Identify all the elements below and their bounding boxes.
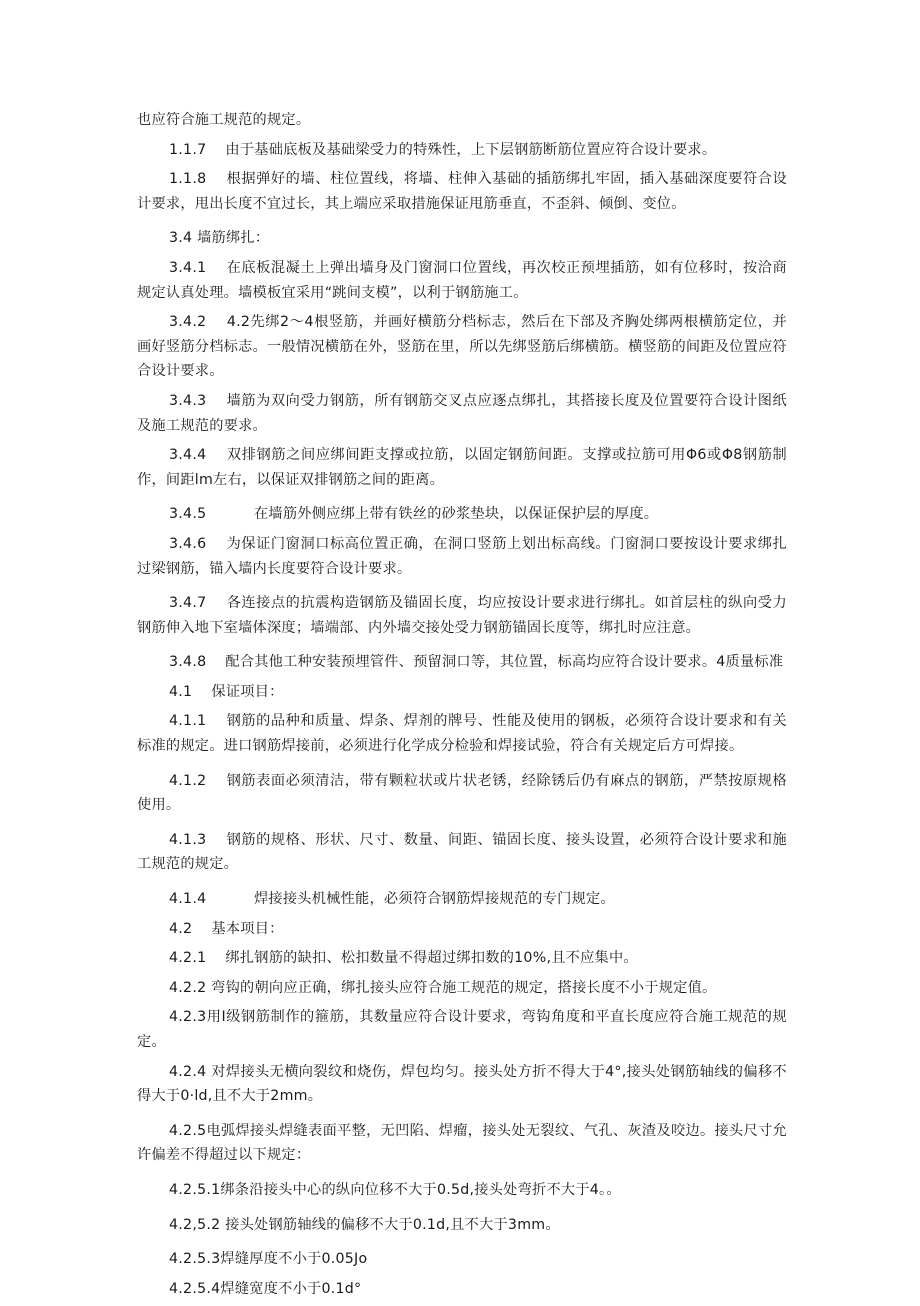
paragraph-p4 bbox=[137, 256, 787, 305]
paragraph-p5 bbox=[137, 310, 787, 384]
paragraph-text: 各连接点的抗震构造钢筋及锚固长度，均应按设计要求进行绑扎。如首层柱的纵向受力钢筋伸入地下室墙体深度；墙端部、内外墙交接处受力钢筋锚固长度等，绑扎时应注意。 bbox=[137, 595, 787, 636]
paragraph-text: 焊缝厚度不小于0.05Jo bbox=[220, 1251, 368, 1268]
paragraph-p19 bbox=[137, 976, 787, 1001]
section-number: 4.2.2 bbox=[169, 979, 207, 996]
number-gap bbox=[206, 393, 226, 409]
paragraph-text: 接头处钢筋轴线的偏移不大于0.1d,且不大于3mm。 bbox=[225, 1216, 560, 1233]
section-number: 4.2.3 bbox=[169, 1009, 207, 1026]
paragraph-text: 墙筋绑扎： bbox=[197, 230, 270, 247]
paragraph-text: 根据弹好的墙、柱位置线，将墙、柱伸入基础的插筋绑扎牢固，插入基础深度要符合设计要求，甩出长度不宜过长，其上端应采取措施保证甩筋垂直，不歪斜、倾倒、变位。 bbox=[137, 171, 787, 212]
section-number: 4.1 bbox=[169, 683, 193, 700]
section-number: 3.4.4 bbox=[169, 447, 207, 464]
section-number: 3.4.8 bbox=[169, 654, 207, 671]
number-gap bbox=[206, 260, 226, 276]
paragraph-p21 bbox=[137, 1060, 787, 1109]
section-number: 3.4.5 bbox=[169, 506, 207, 523]
number-gap bbox=[206, 595, 226, 611]
paragraph-p2 bbox=[137, 167, 787, 216]
paragraph-text: 用I级钢筋制作的箍筋，其数量应符合设计要求，弯钩角度和平直长度应符合施工规范的规定。 bbox=[137, 1009, 787, 1050]
paragraph-p10 bbox=[137, 591, 787, 640]
paragraph-text: 4.2先绑2～4根竖筋，并画好横筋分档标志，然后在下部及齐胸处绑两根横筋定位，并画好竖筋分档标志。一般情况横筋在外，竖筋在里，所以先绑竖筋后绑横筋。横竖筋的间距及位置应符合设计要求。 bbox=[137, 314, 787, 380]
paragraph-p17 bbox=[137, 917, 787, 942]
paragraph-text: 墙筋为双向受力钢筋，所有钢筋交叉点应逐点绑扎，其搭接长度及位置要符合设计图纸及施工规范的要求。 bbox=[137, 392, 787, 434]
section-number: 4.1.4 bbox=[169, 891, 207, 908]
section-number: 3.4.7 bbox=[169, 595, 207, 612]
paragraph-p1 bbox=[137, 138, 787, 163]
number-gap bbox=[206, 713, 226, 729]
number-gap bbox=[206, 142, 225, 158]
paragraph-text: 焊接接头机械性能，必须符合钢筋焊接规范的专门规定。 bbox=[253, 891, 615, 908]
section-number: 4.1.1 bbox=[169, 713, 207, 730]
paragraph-p13 bbox=[137, 709, 787, 758]
number-gap bbox=[206, 773, 226, 789]
paragraph-text: 钢筋的规格、形状、尺寸、数量、间距、锚固长度、接头设置，必须符合设计要求和施工规范的规定。 bbox=[137, 831, 787, 873]
paragraph-text: 对焊接头无横向裂纹和烧伤，焊包均匀。接头处方折不得大于4°,接头处钢筋轴线的偏移不得大于0·ld,且不大于2mm。 bbox=[137, 1063, 787, 1105]
paragraph-p3 bbox=[137, 226, 787, 251]
paragraph-p18 bbox=[137, 946, 787, 971]
paragraph-text: 双排钢筋之间应绑间距支撑或拉筋，以固定钢筋间距。支撑或拉筋可用Φ6或Φ8钢筋制作，间距lm左右，以保证双排钢筋之间的距离。 bbox=[137, 447, 787, 488]
section-number: 4.2.1 bbox=[169, 950, 207, 967]
paragraph-p25 bbox=[137, 1247, 787, 1272]
number-gap bbox=[206, 171, 226, 187]
section-number: 3.4.3 bbox=[169, 392, 207, 409]
number-gap bbox=[206, 447, 227, 463]
paragraph-p20 bbox=[137, 1005, 787, 1054]
section-number: 1.1.8 bbox=[169, 171, 207, 188]
section-number: 4.1.3 bbox=[169, 831, 207, 848]
paragraph-text: 钢筋的品种和质量、焊条、焊剂的牌号、性能及使用的钢板，必须符合设计要求和有关标准的规定。进口钢筋焊接前，必须进行化学成分检验和焊接试验，符合有关规定后方可焊接。 bbox=[137, 713, 787, 755]
number-gap bbox=[206, 950, 225, 966]
paragraph-text: 保证项目： bbox=[211, 683, 284, 700]
paragraph-text: 焊缝宽度不小于0.1d° bbox=[220, 1280, 362, 1297]
section-number: 4.2.5.3 bbox=[169, 1251, 221, 1268]
paragraph-text: 电弧焊接头焊缝表面平整，无凹陷、焊瘤，接头处无裂纹、气孔、灰渣及咬边。接头尺寸允许偏差不得超过以下规定： bbox=[137, 1122, 787, 1164]
paragraph-p12 bbox=[137, 680, 787, 705]
section-number: 3.4.6 bbox=[169, 535, 207, 552]
paragraph-p0 bbox=[137, 108, 787, 133]
paragraph-text: 在墙筋外侧应绑上带有铁丝的砂浆垫块，以保证保护层的厚度。 bbox=[253, 506, 659, 523]
section-number: 4.2.5.1 bbox=[169, 1181, 221, 1198]
paragraph-p24 bbox=[137, 1213, 787, 1238]
number-gap bbox=[206, 314, 226, 330]
paragraph-p26 bbox=[137, 1277, 787, 1302]
paragraph-p9 bbox=[137, 532, 787, 581]
paragraph-text: 绑条沿接头中心的纵向位移不大于0.5d,接头处弯折不大于4。。 bbox=[220, 1181, 621, 1198]
paragraph-p22 bbox=[137, 1119, 787, 1168]
paragraph-text: 钢筋表面必须清洁，带有颗粒状或片状老锈，经除锈后仍有麻点的钢筋，严禁按原规格使用。 bbox=[137, 772, 787, 814]
number-gap bbox=[206, 832, 226, 848]
paragraph-text: 弯钩的朝向应正确，绑扎接头应符合施工规范的规定，搭接长度不小于规定值。 bbox=[211, 979, 717, 996]
section-number: 4.2 bbox=[169, 920, 193, 937]
number-gap bbox=[192, 684, 211, 700]
paragraph-p14 bbox=[137, 769, 787, 818]
number-gap bbox=[206, 891, 254, 907]
paragraph-p11 bbox=[137, 650, 787, 675]
paragraph-text: 为保证门窗洞口标高位置正确，在洞口竖筋上划出标高线。门窗洞口要按设计要求绑扎过梁钢筋，锚入墙内长度要符合设计要求。 bbox=[137, 535, 787, 577]
paragraph-p8 bbox=[137, 502, 787, 527]
paragraph-text: 也应符合施工规范的规定。 bbox=[137, 112, 311, 128]
section-number: 4.2,5.2 bbox=[169, 1216, 221, 1233]
section-number: 4.2.5 bbox=[169, 1122, 207, 1139]
paragraph-text: 配合其他工种安装预埋管件、预留洞口等，其位置，标高均应符合设计要求。4质量标准 bbox=[225, 654, 784, 671]
paragraph-text: 基本项目： bbox=[211, 920, 284, 937]
paragraph-p23 bbox=[137, 1178, 787, 1203]
paragraph-p6 bbox=[137, 389, 787, 438]
paragraph-text: 在底板混凝土上弹出墙身及门窗洞口位置线，再次校正预埋插筋，如有位移时，按洽商规定认真处理。墙模板宜采用“跳间支模”，以利于钢筋施工。 bbox=[137, 259, 787, 301]
section-number: 3.4.2 bbox=[169, 314, 207, 331]
paragraph-p15 bbox=[137, 828, 787, 877]
section-number: 3.4.1 bbox=[169, 259, 207, 276]
section-number: 3.4 bbox=[169, 230, 193, 247]
section-number: 4.2.4 bbox=[169, 1063, 207, 1080]
section-number: 1.1.7 bbox=[169, 141, 207, 158]
document-body bbox=[137, 108, 787, 1306]
paragraph-p16 bbox=[137, 887, 787, 912]
paragraph-p7 bbox=[137, 443, 787, 492]
number-gap bbox=[206, 654, 225, 670]
paragraph-text: 由于基础底板及基础梁受力的特殊性，上下层钢筋断筋位置应符合设计要求。 bbox=[225, 141, 717, 158]
number-gap bbox=[206, 506, 254, 522]
paragraph-text: 绑扎钢筋的缺扣、松扣数量不得超过绑扣数的10%,且不应集中。 bbox=[225, 950, 638, 967]
section-number: 4.1.2 bbox=[169, 772, 207, 789]
number-gap bbox=[206, 536, 226, 552]
number-gap bbox=[192, 921, 211, 937]
section-number: 4.2.5.4 bbox=[169, 1280, 221, 1297]
